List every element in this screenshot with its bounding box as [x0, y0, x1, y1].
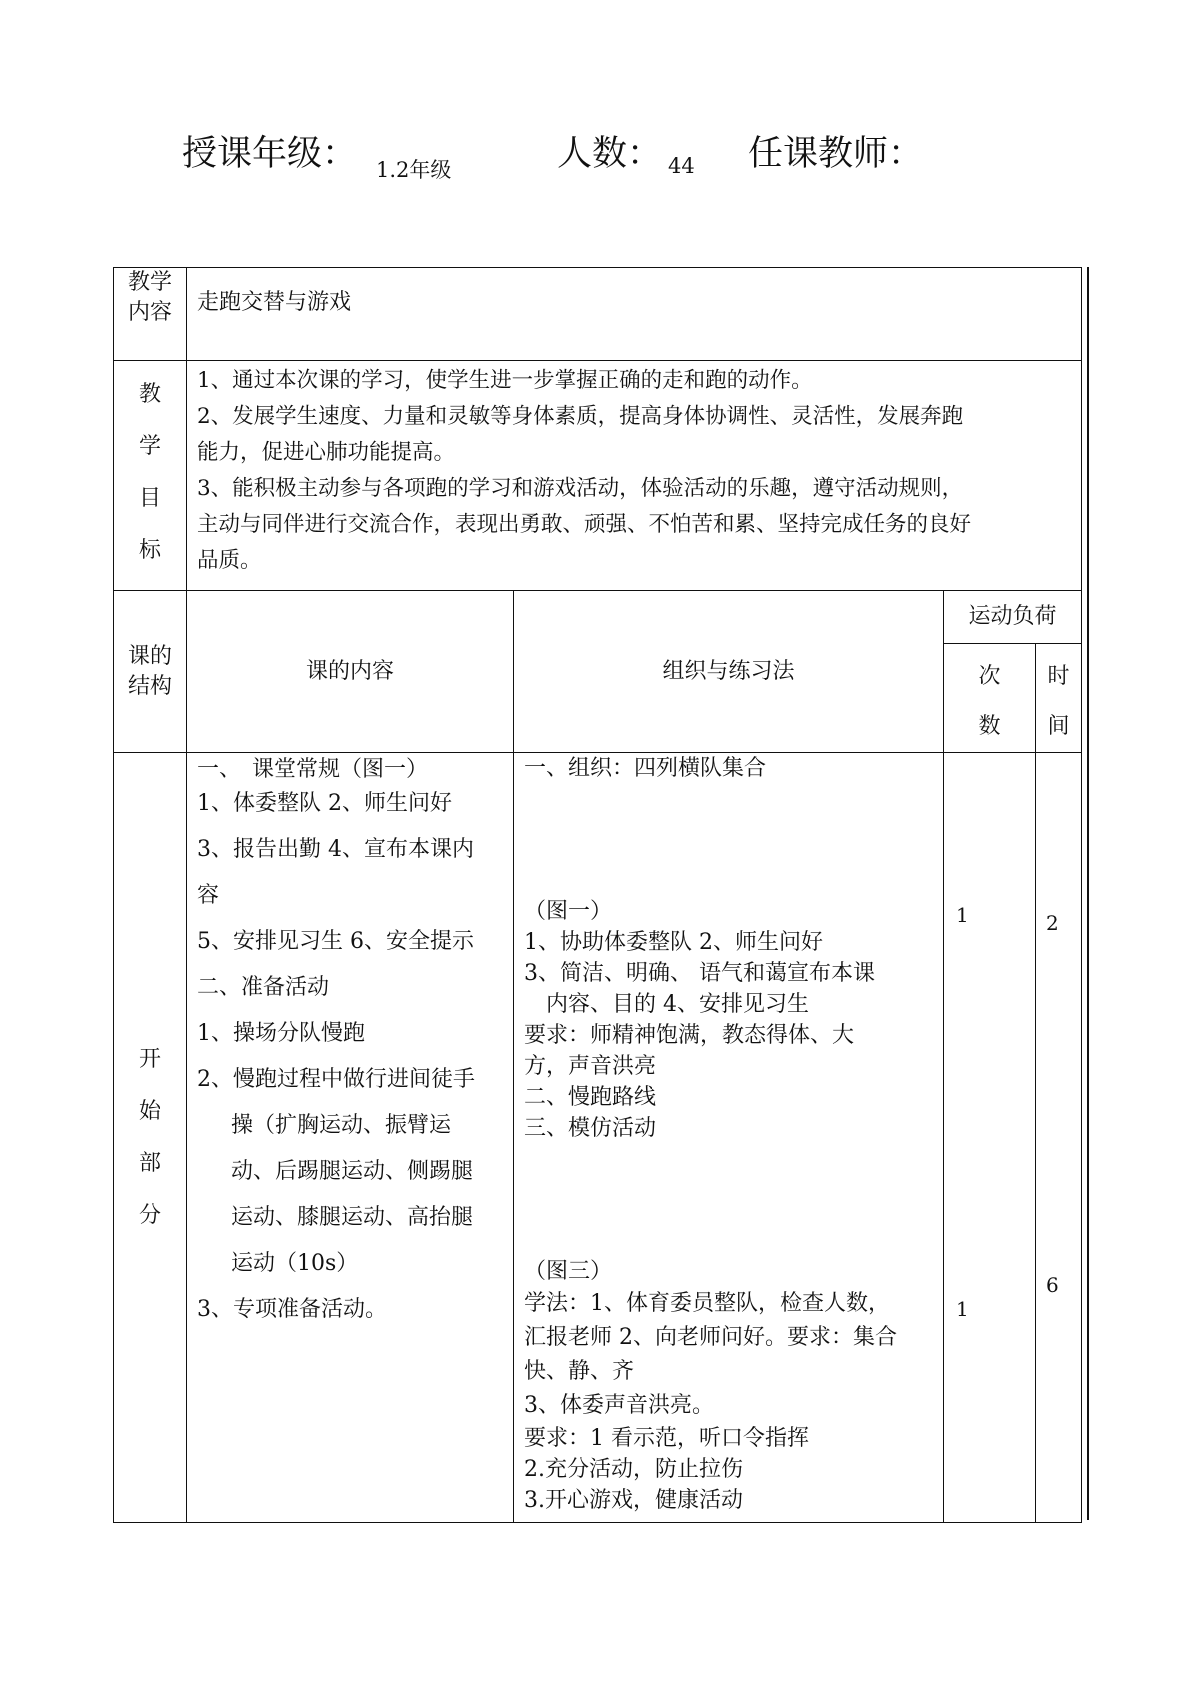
- column-load-header: 运动负荷: [944, 591, 1082, 644]
- goals-label: 教 学 目 标: [114, 361, 187, 591]
- column-duration-header: 时 间: [1036, 644, 1082, 753]
- column-times-header: 次 数: [944, 644, 1036, 753]
- grade-value: 1.2年级: [376, 158, 452, 182]
- structure-header-row: [114, 591, 1082, 644]
- structure-label: 课的 结构: [114, 591, 187, 753]
- teacher-label: 任课教师：: [748, 134, 924, 174]
- start-section-label: 开 始 部 分: [114, 753, 187, 1523]
- start-times-cell: [944, 753, 1036, 1523]
- figure-1-placeholder: [524, 784, 939, 896]
- start-duration-cell: [1036, 753, 1082, 1523]
- count-label: 人数：: [557, 134, 663, 174]
- figure-3-placeholder: [524, 1144, 939, 1256]
- content-value: 走跑交替与游戏: [187, 268, 1082, 361]
- column-organization-header: 组织与练习法: [514, 591, 944, 753]
- start-section-row: [114, 753, 1082, 1523]
- times-value: 1: [956, 903, 969, 927]
- start-section-organization: 一、组织：四列横队集合 （图一） 1、协助体委整队 2、师生问好 3、简洁、明确、 语气和蔼宣布本课 内容、目的 4、安排见习生 要求：师精神饱满，教态得体、大 方，声音洪亮 二、慢跑路线 三、模仿活动 （图三） 学法：1、体育委员整队，检查人数， 汇报老师 2、向老师问好。要求：集合 快、静、齐 3、体委声音洪亮。 要求：1 看示范，听口令指挥 2.充分活动，防止拉伤 3.开心游戏，健康活动: [514, 753, 944, 1523]
- goals-text: 1、通过本次课的学习，使学生进一步掌握正确的走和跑的动作。 2、发展学生速度、力量和灵敏等身体素质，提高身体协调性、灵活性，发展奔跑 能力，促进心肺功能提高。 3、能积极主动参与各项跑的学习和游戏活动，体验活动的乐趣，遵守活动规则， 主动与同伴进行交流合作，表现出勇敢、顽强、不怕苦和累、坚持完成任务的良好 品质。: [187, 361, 1082, 591]
- duration-value: 2: [1046, 911, 1059, 935]
- column-content-header: 课的内容: [187, 591, 514, 753]
- lesson-plan-table: [113, 267, 1082, 1523]
- duration-value: 6: [1046, 1273, 1059, 1297]
- grade-label: 授课年级：: [182, 134, 358, 174]
- count-value: 44: [668, 154, 695, 178]
- goals-row: [114, 361, 1082, 591]
- table-right-border: [1087, 267, 1089, 1520]
- content-row: [114, 268, 1082, 361]
- content-label: 教学 内容: [114, 268, 187, 361]
- start-section-content: 一、 课堂常规（图一） 1、体委整队 2、师生问好 3、报告出勤 4、宣布本课内 容 5、安排见习生 6、安全提示 二、准备活动 1、操场分队慢跑 2、慢跑过程中做行进间徒手 操（扩胸运动、振臂运 动、后踢腿运动、侧踢腿 运动、膝腿运动、高抬腿 运动（10s） 3、专项准备活动。: [187, 753, 514, 1523]
- times-value: 1: [956, 1297, 969, 1321]
- page-header: [0, 132, 1191, 202]
